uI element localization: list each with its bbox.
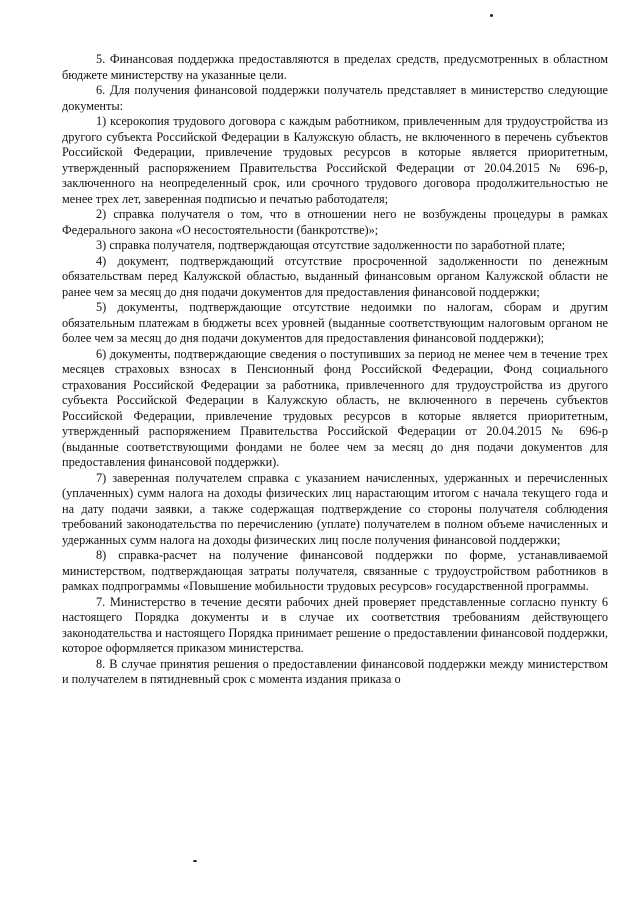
list-item-5: 5) документы, подтверждающие отсутствие недоимки по налогам, сборам и другим обязательным платежам в бюджеты всех уровней (выданные соответствующим налоговым органом не более чем за месяц до дня подачи документов для предоставления финансовой поддержки); [62,300,608,345]
list-item-7: 7) заверенная получателем справка с указанием начисленных, удержанных и перечисленных (уплаченных) сумм налога на доходы физических лиц нарастающим итогом с начала текущего года и на дату подачи заявки, а также содержащая подтверждение со стороны получателя соблюдения требований законодательства по перечислению (уплате) получателем в полном объеме начисленных и удержанных сумм налога на доходы физических лиц после получения финансовой поддержки; [62,470,608,547]
list-item-2: 2) справка получателя о том, что в отношении него не возбуждены процедуры в рамках Федерального закона «О несостоятельности (банкротстве)»; [62,207,608,237]
document-page [62,52,608,688]
paragraph-5: 5. Финансовая поддержка предоставляются в пределах средств, предусмотренных в областном бюджете министерству на указанные цели. [62,52,608,82]
scan-speck [193,860,197,862]
scan-speck [490,14,493,17]
list-item-4: 4) документ, подтверждающий отсутствие просроченной задолженности по денежным обязательствам перед Калужской областью, выданный финансовым органом Калужской области не ранее чем за месяц до дня подачи документов для предоставления финансовой поддержки; [62,253,608,299]
list-item-8: 8) справка-расчет на получение финансовой поддержки по форме, устанавливаемой министерством, подтверждающая затраты получателя, связанные с трудоустройством работников в рамках подпрограммы «Повышение мобильности трудовых ресурсов» государственной программы. [62,548,608,593]
list-item-3: 3) справка получателя, подтверждающая отсутствие задолженности по заработной плате; [96,238,566,252]
list-item-1: 1) ксерокопия трудового договора с каждым работником, привлеченным для трудоустройства из другого субъекта Российской Федерации в Калужскую область, не включенного в перечень субъектов Российской Федерации, привлечение трудовых ресурсов в которые является приоритетным, утвержденный распоряжением Правительства Российской Федерации от 20.04.2015 № 696-р, заключенного на неопределенный срок, или срочного трудового договора продолжительностью не менее трех лет, заверенная подписью и печатью работодателя; [62,114,608,206]
paragraph-7: 7. Министерство в течение десяти рабочих дней проверяет представленные согласно пункту 6 настоящего Порядка документы и в случае их соответствия требованиям действующего законодательства и настоящего Порядка принимает решение о предоставлении финансовой поддержки, которое оформляется приказом министерства. [62,594,608,655]
paragraph-6: 6. Для получения финансовой поддержки получатель представляет в министерство следующие документы: [62,83,608,113]
list-item-6: 6) документы, подтверждающие сведения о поступивших за период не менее чем в течение трех месяцев страховых взносах в Пенсионный фонд Российской Федерации, Фонд социального страхования Российской Федерации за работника, привлеченного для трудоустройства из другого субъекта Российской Федерации в Калужскую область, не включенного в перечень субъектов Российской Федерации, привлечение трудовых ресурсов в которые является приоритетным, утвержденный распоряжением Правительства Российской Федерации от 20.04.2015 № 696-р (выданные соответствующими фондами не более чем за месяц до дня подачи документов для предоставления финансовой поддержки). [62,346,608,469]
paragraph-8: 8. В случае принятия решения о предоставлении финансовой поддержки между министерством и получателем в пятидневный срок с момента издания приказа о [62,656,608,686]
